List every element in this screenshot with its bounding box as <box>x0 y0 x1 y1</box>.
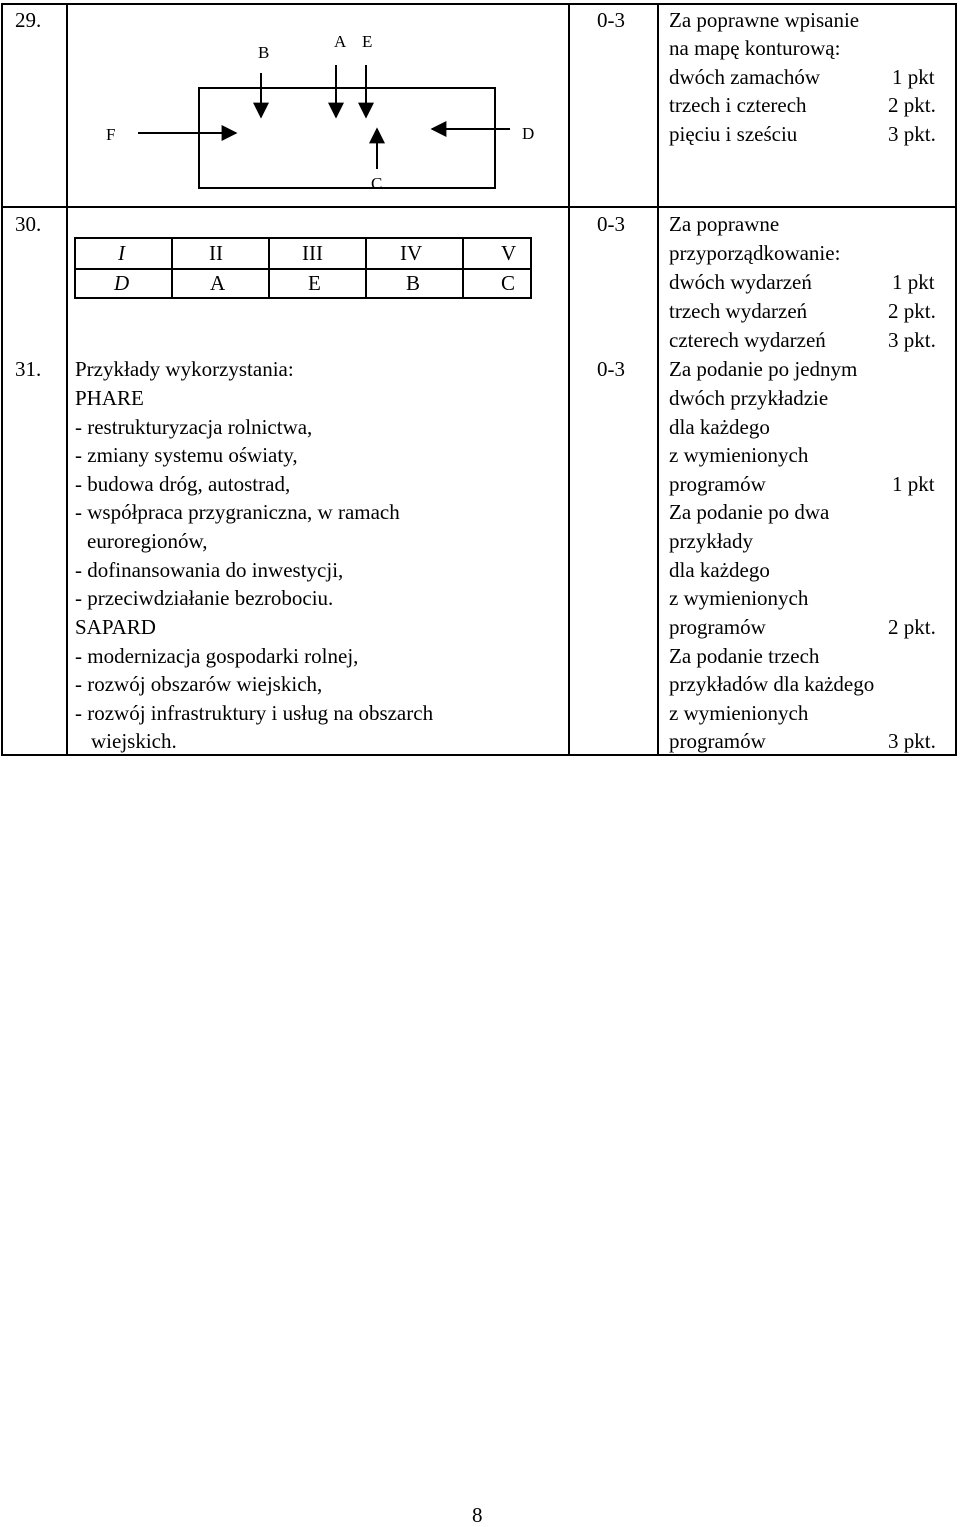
criteria-29-row-3-points: 3 pkt. <box>888 122 936 146</box>
table-border-row-divider <box>1 206 956 208</box>
diagram-label-c: C <box>371 174 383 193</box>
answer-table-header-2: II <box>209 241 223 265</box>
answer-table-cell-3: E <box>308 271 321 295</box>
criteria-31-line-4: z wymienionych <box>669 443 809 467</box>
q31-line-2: PHARE <box>75 386 144 410</box>
question-number-29: 29. <box>15 8 42 32</box>
criteria-31-line-3: dla każdego <box>669 415 770 439</box>
q31-line-11: - modernizacja gospodarki rolnej, <box>75 644 359 668</box>
q31-line-9: - przeciwdziałanie bezrobociu. <box>75 586 334 610</box>
answer-table-header-1: I <box>118 241 125 265</box>
score-range-29: 0-3 <box>597 8 625 32</box>
criteria-31-line-14: programów <box>669 729 766 753</box>
q31-line-1: Przykłady wykorzystania: <box>75 357 294 381</box>
criteria-29-row-3-text: pięciu i sześciu <box>669 122 798 146</box>
answer-table-v0 <box>74 237 76 299</box>
criteria-30-row-1-text: dwóch wydarzeń <box>669 270 812 294</box>
answer-table-cell-2: A <box>210 271 226 295</box>
table-column-divider-3 <box>657 3 659 756</box>
diagram-rectangle <box>199 88 495 188</box>
q31-line-12: - rozwój obszarów wiejskich, <box>75 672 323 696</box>
q31-line-3: - restrukturyzacja rolnictwa, <box>75 415 313 439</box>
question-number-30: 30. <box>15 212 42 236</box>
answer-table-cell-1: D <box>114 271 130 295</box>
answer-table-v5 <box>530 237 532 299</box>
page-number: 8 <box>472 1503 483 1527</box>
criteria-31-line-6: Za podanie po dwa <box>669 500 830 524</box>
answer-table-v1 <box>171 237 173 299</box>
question-number-31: 31. <box>15 357 42 381</box>
diagram-label-e: E <box>362 32 373 51</box>
table-column-divider-2 <box>568 3 570 756</box>
answer-table-v2 <box>268 237 270 299</box>
criteria-31-line-11: Za podanie trzech <box>669 644 820 668</box>
answer-table-cell-4: B <box>406 271 421 295</box>
criteria-31-line-2: dwóch przykładzie <box>669 386 829 410</box>
answer-table-cell-5: C <box>501 271 516 295</box>
criteria-29-line-2: na mapę konturową: <box>669 36 841 60</box>
criteria-29-line-1: Za poprawne wpisanie <box>669 8 860 32</box>
q31-line-10: SAPARD <box>75 615 156 639</box>
criteria-31-line-9: z wymienionych <box>669 586 809 610</box>
criteria-31-line-10: programów <box>669 615 766 639</box>
answer-table-v3 <box>365 237 367 299</box>
criteria-30-row-2-points: 2 pkt. <box>888 299 936 323</box>
q31-line-5: - budowa dróg, autostrad, <box>75 472 291 496</box>
criteria-31-points-3: 3 pkt. <box>888 729 936 753</box>
criteria-31-line-12: przykładów dla każdego <box>669 672 875 696</box>
table-border-left <box>1 3 3 756</box>
criteria-30-row-3-text: czterech wydarzeń <box>669 328 826 352</box>
criteria-31-line-13: z wymienionych <box>669 701 809 725</box>
diagram-29 <box>66 3 568 203</box>
q31-line-8: - dofinansowania do inwestycji, <box>75 558 344 582</box>
diagram-label-f: F <box>106 125 116 144</box>
score-range-31: 0-3 <box>597 357 625 381</box>
criteria-29-row-2-points: 2 pkt. <box>888 93 936 117</box>
score-range-30: 0-3 <box>597 212 625 236</box>
q31-line-13: - rozwój infrastruktury i usług na obszarch <box>75 701 434 725</box>
answer-table-header-5: V <box>501 241 517 265</box>
answer-table-header-3: III <box>302 241 323 265</box>
criteria-29-row-1-points: 1 pkt <box>892 65 935 89</box>
criteria-31-line-5: programów <box>669 472 766 496</box>
criteria-31-line-7: przykłady <box>669 529 753 553</box>
criteria-30-row-1-points: 1 pkt <box>892 270 935 294</box>
q31-line-6: - współpraca przygraniczna, w ramach <box>75 500 400 524</box>
criteria-30-line-2: przyporządkowanie: <box>669 241 841 265</box>
criteria-31-line-1: Za podanie po jednym <box>669 357 858 381</box>
answer-table-header-4: IV <box>400 241 423 265</box>
criteria-29-row-2-text: trzech i czterech <box>669 93 807 117</box>
diagram-label-b: B <box>258 43 270 62</box>
q31-line-7: euroregionów, <box>87 529 208 553</box>
criteria-31-points-2: 2 pkt. <box>888 615 936 639</box>
q31-line-14: wiejskich. <box>91 729 177 753</box>
table-border-right <box>955 3 957 756</box>
criteria-30-row-3-points: 3 pkt. <box>888 328 936 352</box>
criteria-30-row-2-text: trzech wydarzeń <box>669 299 808 323</box>
table-border-bottom <box>1 754 956 756</box>
criteria-31-points-1: 1 pkt <box>892 472 935 496</box>
criteria-30-line-1: Za poprawne <box>669 212 780 236</box>
answer-table-v4 <box>462 237 464 299</box>
criteria-29-row-1-text: dwóch zamachów <box>669 65 821 89</box>
diagram-label-d: D <box>522 124 535 143</box>
q31-line-4: - zmiany systemu oświaty, <box>75 443 298 467</box>
diagram-label-a: A <box>334 32 347 51</box>
criteria-31-line-8: dla każdego <box>669 558 770 582</box>
